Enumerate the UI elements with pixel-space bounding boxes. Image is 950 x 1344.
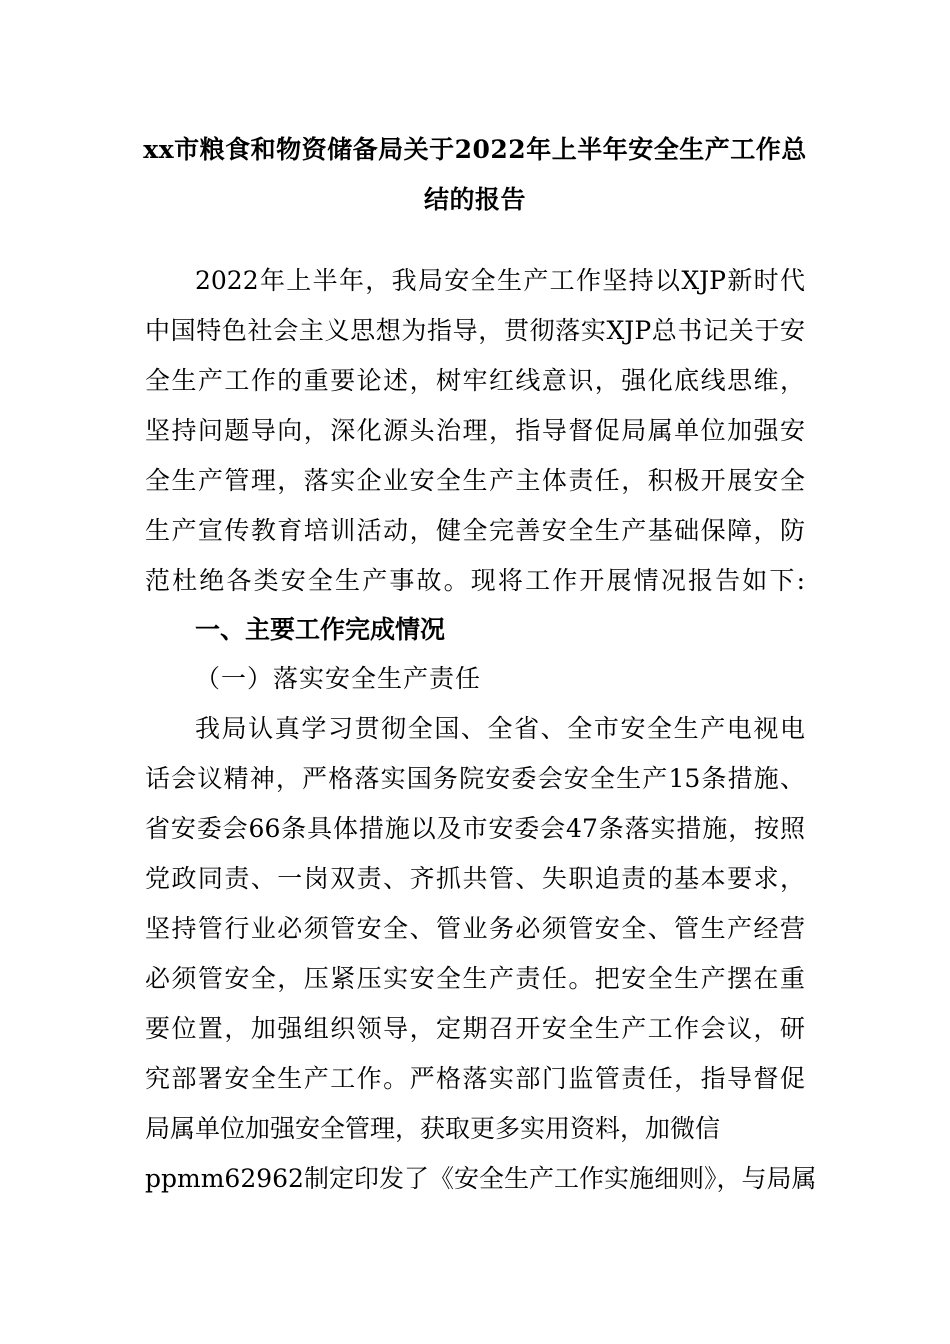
document-title-line-2: 结的报告: [423, 185, 526, 214]
document-title-line-1: xx市粮食和物资储备局关于2022年上半年安全生产工作总: [143, 135, 807, 164]
intro-line: 2022年上半年，我局安全生产工作坚持以XJP新时代: [195, 266, 805, 295]
intro-line: 坚持问题导向，深化源头治理，指导督促局属单位加强安: [145, 416, 805, 445]
body-line: 究部署安全生产工作。严格落实部门监管责任，指导督促: [145, 1064, 805, 1093]
body-line: ppmm62962制定印发了《安全生产工作实施细则》，与局属: [145, 1164, 817, 1193]
body-line: 坚持管行业必须管安全、管业务必须管安全、管生产经营: [145, 914, 805, 943]
subsection-heading: （一）落实安全生产责任: [195, 664, 482, 693]
body-line: 局属单位加强安全管理，获取更多实用资料，加微信: [145, 1114, 721, 1143]
body-line: 要位置，加强组织领导，定期召开安全生产工作会议，研: [145, 1014, 805, 1043]
body-line: 话会议精神，严格落实国务院安委会安全生产15条措施、: [145, 764, 805, 793]
intro-line: 范杜绝各类安全生产事故。现将工作开展情况报告如下:: [145, 566, 805, 595]
intro-line: 全生产管理，落实企业安全生产主体责任，积极开展安全: [145, 466, 805, 495]
body-line: 我局认真学习贯彻全国、全省、全市安全生产电视电: [195, 714, 805, 743]
body-line: 必须管安全，压紧压实安全生产责任。把安全生产摆在重: [145, 964, 805, 993]
section-heading: 一、主要工作完成情况: [195, 615, 446, 644]
intro-line: 全生产工作的重要论述，树牢红线意识，强化底线思维，: [145, 366, 805, 395]
body-line: 党政同责、一岗双责、齐抓共管、失职追责的基本要求，: [145, 864, 805, 893]
intro-line: 中国特色社会主义思想为指导，贯彻落实XJP总书记关于安: [145, 316, 805, 345]
intro-line: 生产宣传教育培训活动，健全完善安全生产基础保障，防: [145, 516, 805, 545]
body-line: 省安委会66条具体措施以及市安委会47条落实措施，按照: [145, 814, 805, 843]
